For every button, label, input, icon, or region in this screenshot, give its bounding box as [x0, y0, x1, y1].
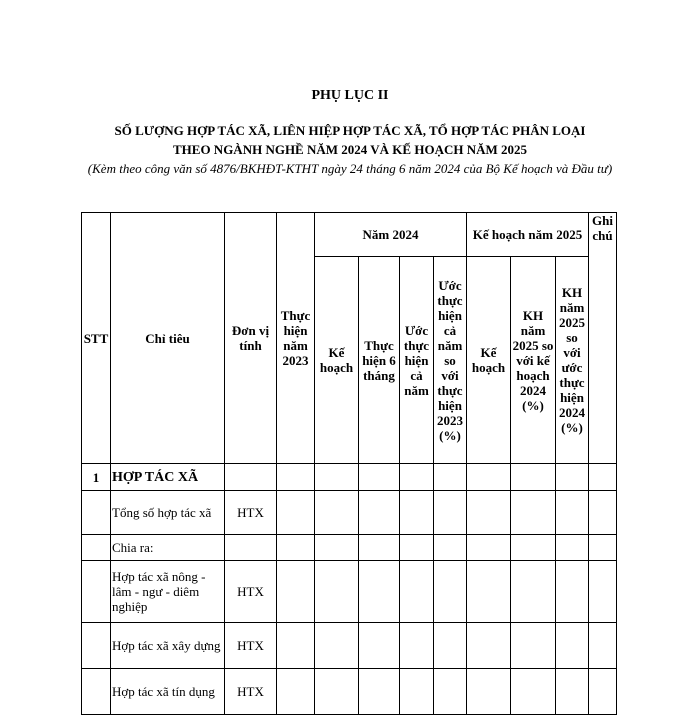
appendix-label: PHỤ LỤC II [311, 88, 389, 103]
row-unit: HTX [225, 561, 277, 623]
row-stt [82, 561, 111, 623]
row-indicator: Hợp tác xã nông - lâm - ngư - diêm nghiệp [111, 561, 225, 623]
col-kh2025-vs-est2024: KH năm 2025 so với ước thực hiện 2024 (%) [556, 257, 589, 464]
title-line-2: THEO NGÀNH NGHỀ NĂM 2024 VÀ KẾ HOẠCH NĂM 2025 [172, 142, 527, 157]
title-line-1: SỐ LƯỢNG HỢP TÁC XÃ, LIÊN HIỆP HỢP TÁC XÃ, TỔ HỢP TÁC PHÂN LOẠI [114, 123, 586, 138]
col-actual-6-months: Thực hiện 6 tháng [359, 257, 400, 464]
col-group-2024: Năm 2024 [315, 213, 467, 257]
row-unit: HTX [225, 669, 277, 715]
row-indicator: Tổng số hợp tác xã [111, 491, 225, 535]
document-title [0, 121, 700, 159]
col-unit: Đơn vị tính [225, 213, 277, 464]
row-unit: HTX [225, 623, 277, 669]
col-estimate-vs-2023: Ước thực hiện cả năm so với thực hiện 2023 (%) [434, 257, 467, 464]
row-stt: 1 [82, 464, 111, 491]
table-row [82, 491, 617, 535]
row-stt [82, 623, 111, 669]
col-estimate-year: Ước thực hiện cả năm [400, 257, 434, 464]
row-indicator: HỢP TÁC XÃ [111, 464, 225, 491]
table-row [82, 669, 617, 715]
col-kh2025-vs-kh2024: KH năm 2025 so với kế hoạch 2024 (%) [511, 257, 556, 464]
table-row [82, 535, 617, 561]
col-actual-2023: Thực hiện năm 2023 [277, 213, 315, 464]
col-note: Ghi chú [589, 213, 617, 464]
row-stt [82, 669, 111, 715]
table-row [82, 464, 617, 491]
document-subtitle: (Kèm theo công văn số 4876/BKHĐT-KTHT ngày 24 tháng 6 năm 2024 của Bộ Kế hoạch và Đầu tư) [87, 161, 613, 176]
row-stt [82, 491, 111, 535]
col-group-plan-2025: Kế hoạch năm 2025 [467, 213, 589, 257]
data-table [81, 212, 617, 715]
row-indicator: Hợp tác xã tín dụng [111, 669, 225, 715]
col-plan-2024: Kế hoạch [315, 257, 359, 464]
row-unit [225, 535, 277, 561]
row-indicator: Hợp tác xã xây dựng [111, 623, 225, 669]
col-plan-2025: Kế hoạch [467, 257, 511, 464]
row-unit: HTX [225, 491, 277, 535]
table-row [82, 561, 617, 623]
col-stt: STT [82, 213, 111, 464]
row-stt [82, 535, 111, 561]
row-indicator: Chia ra: [111, 535, 225, 561]
header-row-1 [82, 213, 617, 257]
row-unit [225, 464, 277, 491]
col-indicator: Chỉ tiêu [111, 213, 225, 464]
table-row [82, 623, 617, 669]
